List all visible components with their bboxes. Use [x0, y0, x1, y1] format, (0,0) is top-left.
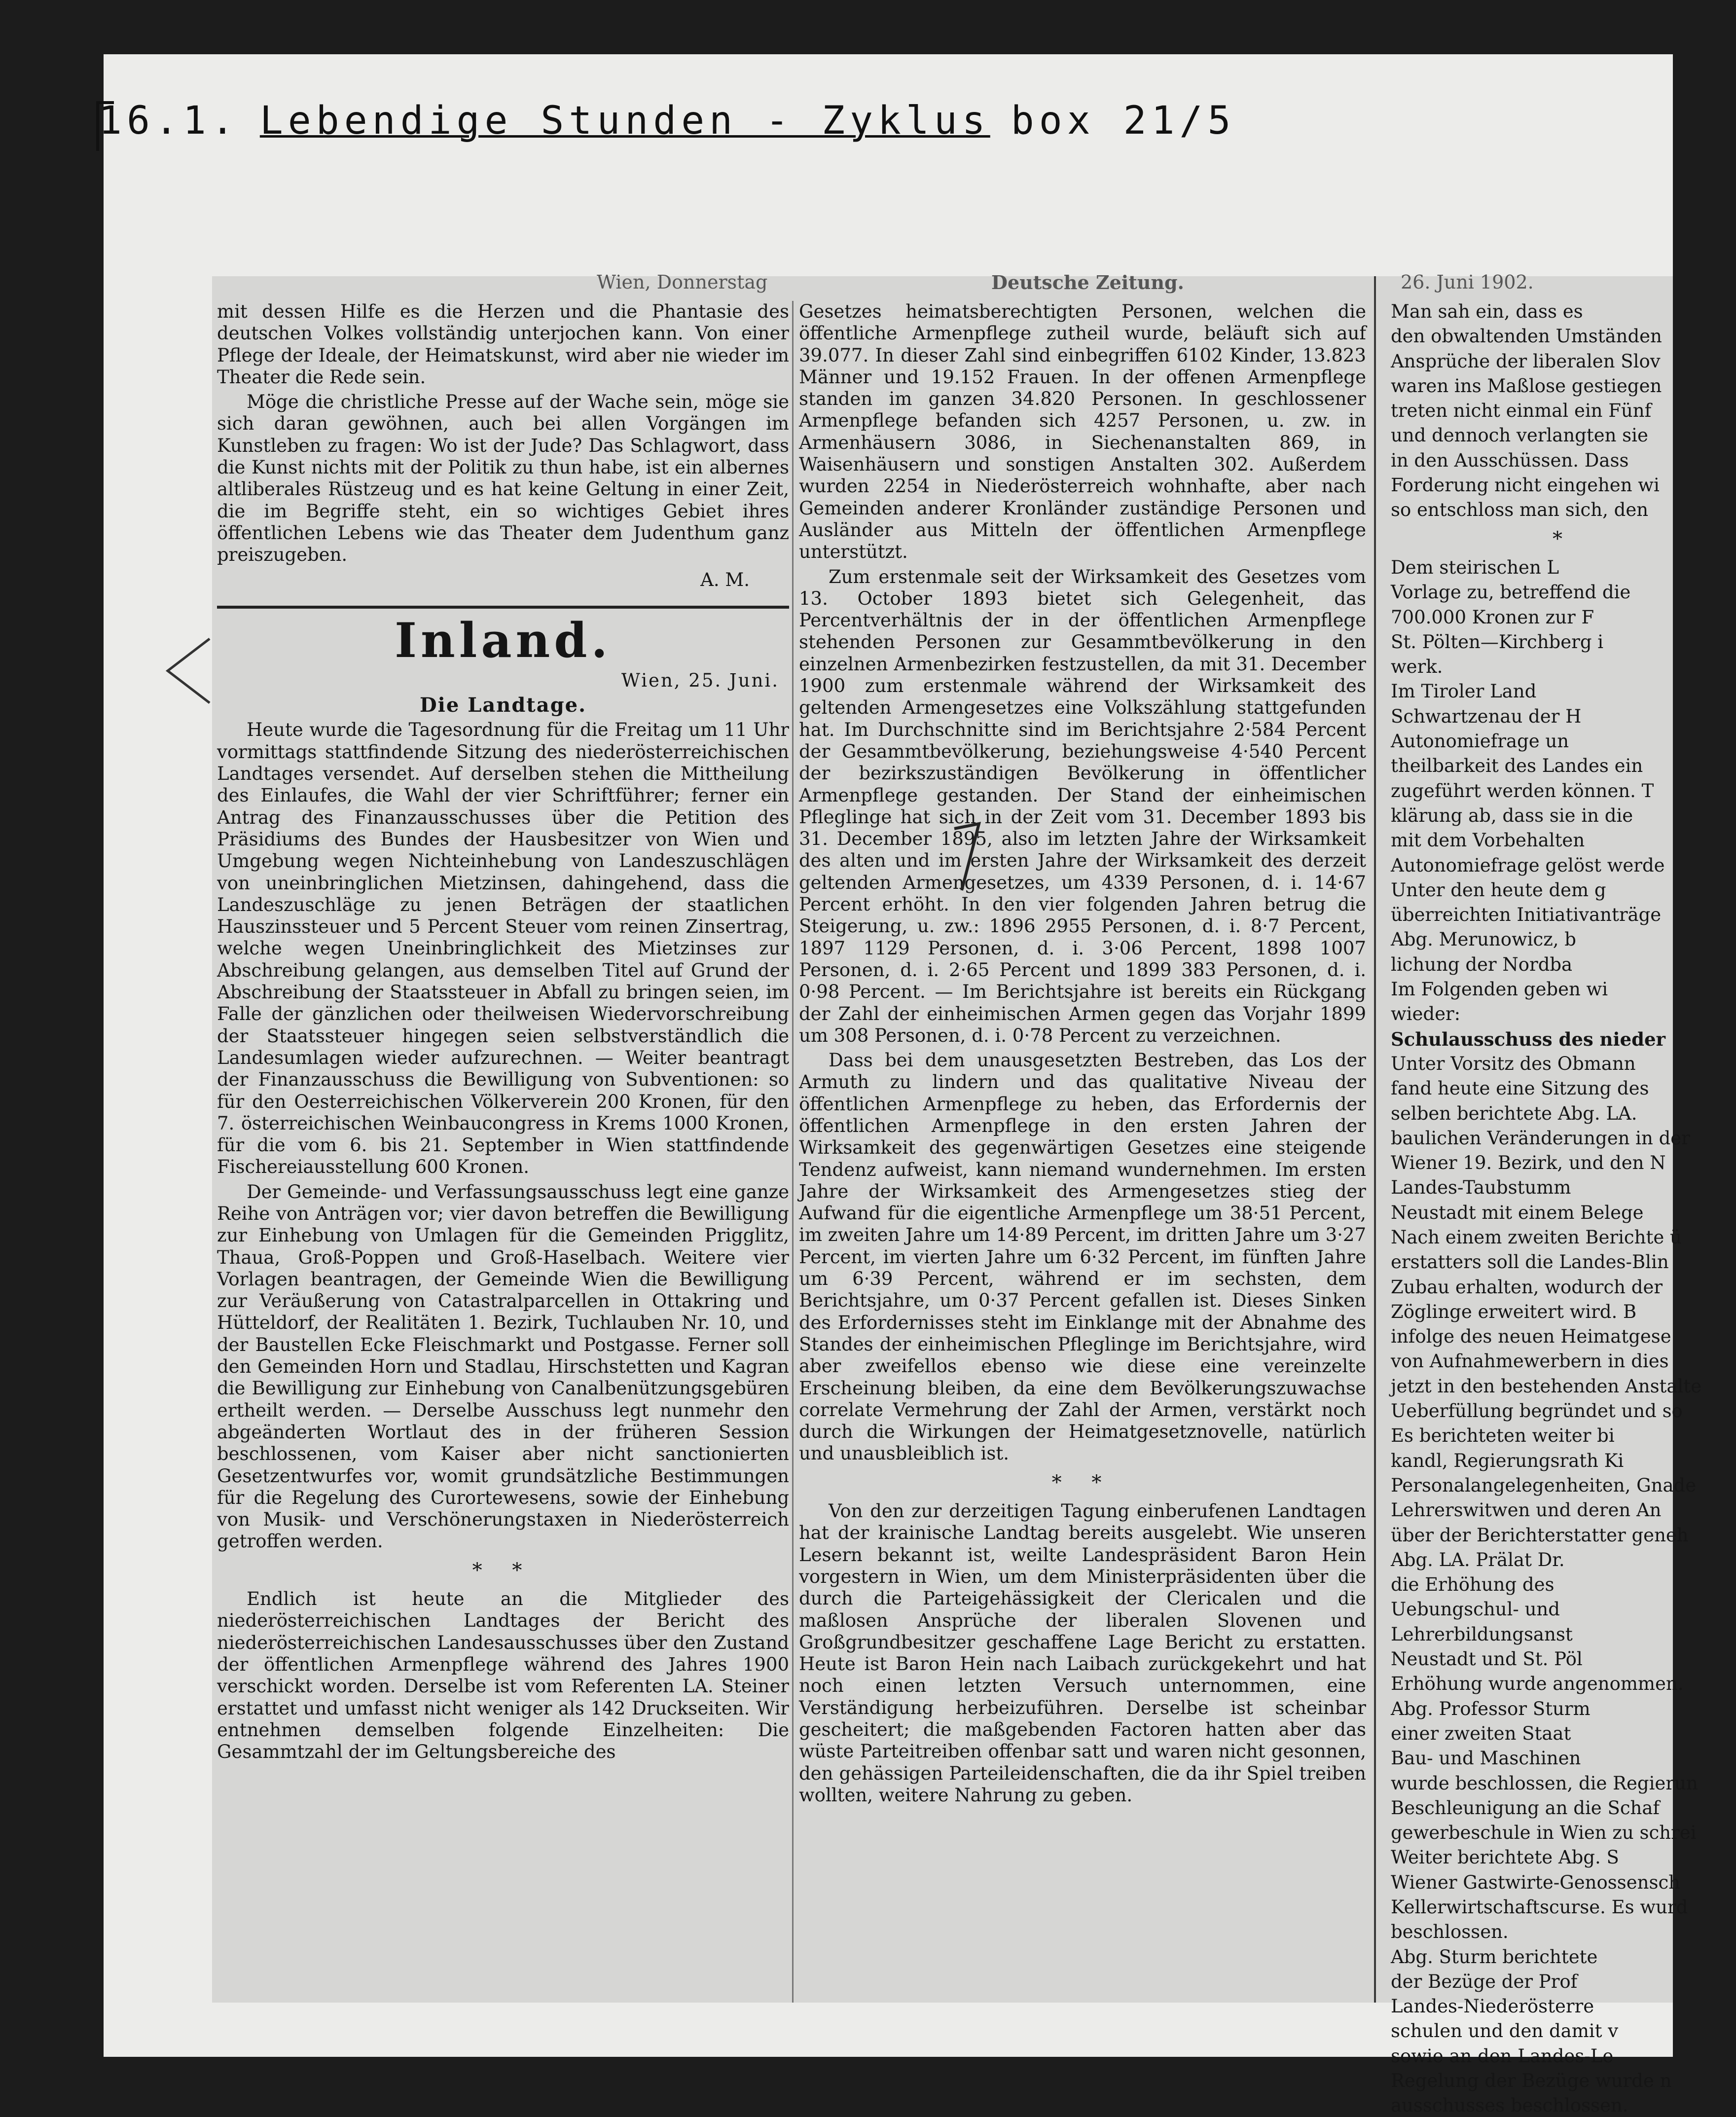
column-3-line: werk. [1391, 656, 1443, 678]
column-3-line: Autonomiefrage un [1391, 730, 1569, 752]
masthead-left: Wien, Donnerstag [597, 271, 768, 293]
column-3-line: selben berichtete Abg. LA. [1391, 1102, 1637, 1124]
column-3-line: Neustadt und St. Pöl [1391, 1648, 1583, 1670]
column-3-line: Schulausschuss des nieder [1391, 1028, 1666, 1050]
column-3-line: Lehrerswitwen und deren An [1391, 1499, 1662, 1521]
column-3-line: Wiener Gastwirte-Genossensch [1391, 1871, 1681, 1893]
column-3-line: schulen und den damit v [1391, 2020, 1619, 2042]
column-3-line: einer zweiten Staat [1391, 1722, 1571, 1744]
column-3-line: Zubau erhalten, wodurch der [1391, 1276, 1663, 1298]
column-3-line: Neustadt mit einem Belege [1391, 1202, 1644, 1223]
paragraph: Von den zur derzeitigen Tagung einberufenen Landtagen hat der krainische Landtag bereits ausgelebt. Wie unseren Lesern bekannt ist, weilte Landespräsident Baron Hein vorgestern in Wien, um dem Ministerpräsidenten über die durch die Parteigehässigkeit der Clericalen und die maßlosen Ansprüche der liberalen Slovenen und Großgrundbesitzer geschaffene Lage Bericht zu erstatten. Heute ist Baron Hein nach Laibach zurückgekehrt und hat noch einen letzten Versuch unternommen, eine Verständigung herbeizuführen. Derselbe ist scheinbar gescheitert; die maßgebenden Factoren hatten aber das wüste Parteitreiben offenbar satt und waren nicht gesonnen, den gehässigen Parteileidenschaften, die da ihr Spiel treiben wollten, weitere Nahrung zu geben. [799, 1500, 1366, 1806]
column-3-line: Schwartzenau der H [1391, 705, 1582, 727]
column-3-line: Im Folgenden geben wi [1391, 979, 1608, 1000]
column-3-line: Kellerwirtschaftscurse. Es wurd [1391, 1897, 1688, 1918]
column-3-line: Personalangelegenheiten, Gnade [1391, 1474, 1697, 1496]
column-3-line: die Erhöhung des [1391, 1574, 1555, 1596]
header-title: Lebendige Stunden - Zyklus [259, 99, 990, 143]
column-rule-1 [792, 301, 794, 2003]
header-number: 16.1. [99, 99, 239, 143]
column-3-line: Weiter berichtete Abg. S [1391, 1847, 1619, 1868]
paragraph: Möge die christliche Presse auf der Wache sein, möge sie sich daran gewöhnen, auch bei allen Vorgängen im Kunstleben zu fragen: Wo ist der Jude? Das Schlagwort, dass die Kunst nichts mit der Politik zu thun habe, ist ein albernes altliberales Rüstzeug und es hat keine Geltung in einer Zeit, die im Begriffe steht, ein so wichtiges Gebiet ihres öffentlichen Lebens wie das Theater dem Judenthum ganz preiszugeben. [217, 391, 789, 566]
subhead: Die Landtage. [419, 694, 587, 717]
column-3-line: Wiener 19. Bezirk, und den N [1391, 1152, 1666, 1174]
column-3-line: klärung ab, dass sie in die [1391, 804, 1633, 826]
column-3-line: Lehrerbildungsanst [1391, 1623, 1573, 1645]
column-3-line: Dem steirischen L [1391, 556, 1559, 578]
paragraph: Gesetzes heimatsberechtigten Personen, welchen die öffentliche Armenpflege zutheil wurde, beläuft sich auf 39.077. In dieser Zahl sind einbegriffen 6102 Kinder, 13.823 Männer und 19.152 Frauen. In der offenen Armenpflege standen im ganzen 34.820 Personen. In geschlossener Armenpflege befanden sich 4257 Personen, u. zw. in Armenhäusern 3086, in Siechenanstalten 869, in Waisenhäusern und sonstigen Anstalten 302. Außerdem wurden 2254 in Niederösterreich wohnhafte, aber nach Gemeinden anderer Kronländer zuständige Personen und Ausländer aus Mitteln der öffentlichen Armenpflege unterstützt. [799, 301, 1366, 563]
column-3-line: Erhöhung wurde angenommen. [1391, 1673, 1684, 1695]
column-3-line: Ansprüche der liberalen Slov [1391, 350, 1661, 372]
column-3-line: theilbarkeit des Landes ein [1391, 755, 1643, 777]
section-title: Inland. [395, 612, 612, 668]
column-3-line: erstatters soll die Landes-Blin [1391, 1251, 1669, 1273]
column-3-line: Im Tiroler Land [1391, 681, 1537, 702]
column-3-line: Abg. Merunowicz, b [1391, 929, 1576, 950]
separator-stars: * * [472, 1559, 534, 1582]
archive-header [99, 99, 1236, 153]
column-3-line: 700.000 Kronen zur F [1391, 606, 1594, 628]
column-3-line: Bau- und Maschinen [1391, 1748, 1581, 1769]
column-3-line: Abg. Sturm berichtete [1391, 1946, 1598, 1968]
masthead-center: Deutsche Zeitung. [991, 271, 1184, 293]
column-3-line: Nach einem zweiten Berichte ü [1391, 1226, 1682, 1248]
column-3-line: Uebungschul- und [1391, 1599, 1560, 1620]
column-3-line: beschlossen. [1391, 1921, 1509, 1943]
paragraph: Dass bei dem unausgesetzten Bestreben, das Los der Armuth zu lindern und das qualitative Niveau der öffentlichen Armenpflege zu heben, das Erfordernis der öffentlichen Armenpflege in den ersten Jahren der Wirksamkeit des gegenwärtigen Gesetzes eine steigende Tendenz aufweist, kann niemand wundernehmen. Im ersten Jahre der Wirksamkeit des Armengesetzes stieg der Aufwand für die eigentliche Armenpflege um 38·51 Percent, im zweiten Jahre um 14·89 Percent, im dritten Jahre um 3·27 Percent, im vierten Jahre um 6·32 Percent, im fünften Jahre um 6·39 Percent, während er im sechsten, dem Berichtsjahre, um 0·37 Percent gefallen ist. Dieses Sinken des Erfordernisses steht im Einklange mit der Abnahme des Standes der einheimischen Pfleglinge im Berichtsjahre, wird aber zweifellos ebenso wie diese eine vereinzelte Erscheinung bleiben, da eine dem Bevölkerungszuwachse correlate Vermehrung der Zahl der Armen, verstärkt noch durch die Wirkungen der Heimatgesetznovelle, natürlich und unausbleiblich ist. [799, 1050, 1366, 1464]
column-3-cut [1391, 301, 1736, 2117]
column-3-line: Man sah ein, dass es [1391, 301, 1583, 322]
column-rule-2 [1374, 276, 1376, 2003]
pencil-bracket-icon [163, 636, 212, 705]
column-3-line: * [1553, 527, 1574, 550]
column-3-line: Landes-Niederösterre [1391, 1996, 1594, 2017]
newspaper-clipping [212, 271, 1702, 2117]
column-3-line: infolge des neuen Heimatgese [1391, 1326, 1671, 1348]
column-3-line: Es berichteten weiter bi [1391, 1425, 1615, 1447]
signature: A. M. [700, 569, 750, 590]
column-3-line: baulichen Veränderungen in der [1391, 1127, 1690, 1149]
column-3-line: über der Berichterstatter geneh [1391, 1524, 1689, 1546]
column-3-line: wieder: [1391, 1003, 1461, 1025]
column-3-line: Abg. Professor Sturm [1391, 1698, 1591, 1719]
column-3-line: von Aufnahmewerbern in dies [1391, 1350, 1669, 1372]
column-3-line: Regelung der Bezüge wurde n [1391, 2070, 1672, 2092]
column-3-line: kandl, Regierungsrath Ki [1391, 1450, 1624, 1471]
column-3-line: den obwaltenden Umständen [1391, 326, 1662, 347]
column-3-line: St. Pölten—Kirchberg i [1391, 631, 1604, 653]
masthead [212, 271, 1673, 301]
separator-stars: * * [1051, 1471, 1114, 1494]
column-3-line: wurde beschlossen, die Regierun [1391, 1772, 1698, 1794]
column-3-line: der Bezüge der Prof [1391, 1971, 1578, 1992]
header-box: box 21/5 [1011, 99, 1236, 143]
column-3-line: sowie an den Landes-Le [1391, 2045, 1614, 2067]
column-3-line: zugeführt werden können. T [1391, 780, 1654, 802]
column-3-line: Zöglinge erweitert wird. B [1391, 1301, 1637, 1322]
column-2 [799, 301, 1366, 2003]
column-3-line: und dennoch verlangten sie [1391, 425, 1648, 446]
dateline: Wien, 25. Juni. [621, 669, 779, 691]
paragraph: Endlich ist heute an die Mitglieder des niederösterreichischen Landtages der Bericht des niederösterreichischen Landesausschusses über den Zustand der öffentlichen Armenpflege während des Jahres 1900 verschickt worden. Derselbe ist vom Referenten LA. Steiner erstattet und umfasst nicht weniger als 142 Druckseiten. Wir entnehmen demselben folgende Einzelheiten: Die Gesammtzahl der im Geltungsbereiche des [217, 1588, 789, 1763]
paragraph: Heute wurde die Tagesordnung für die Freitag um 11 Uhr vormittags stattfindende Sitzung des niederösterreichischen Landtages versendet. Auf derselben stehen die Mittheilung des Einlaufes, die Wahl der vier Schriftführer; ferner ein Antrag des Finanzausschusses über die Petition des Präsidiums des Bundes der Hausbesitzer von Wien und Umgebung wegen Nichteinhebung von Landeszuschlägen von uneinbringlichen Mietzinsen, dahingehend, dass die Landeszuschläge zu jenen Beträgen der staatlichen Hauszinssteuer und 5 Percent Steuer vom reinen Zinsertrag, welche wegen Uneinbringlichkeit des Mietzinses zur Abschreibung gelangen, aus demselben Titel auf Grund der Abschreibung der Staatssteuer in Abfall zu bringen seien, im Falle der gänzlichen oder theilweisen Wiedervorschreibung der Staatssteuer hingegen seien selbstverständlich die Landesumlagen wieder aufzurechnen. — Weiter beantragt der Finanzausschuss die Bewilligung von Subventionen: so für den Oesterreichischen Völkerverein 200 Kronen, für den 7. österreichischen Weinbaucongress in Krems 1000 Kronen, für die vom 6. bis 21. September in Wien stattfindende Fischereiausstellung 600 Kronen. [217, 719, 789, 1178]
column-3-line: Forderung nicht eingehen wi [1391, 474, 1660, 496]
column-3-line: überreichten Initiativanträge [1391, 904, 1662, 926]
column-3-line: Vorlage zu, betreffend die [1391, 582, 1631, 603]
column-3-line: fand heute eine Sitzung des [1391, 1078, 1649, 1099]
column-3-line: mit dem Vorbehalten [1391, 830, 1585, 851]
column-3-line: waren ins Maßlose gestiegen [1391, 375, 1662, 397]
column-3-line: Unter Vorsitz des Obmann [1391, 1053, 1636, 1074]
column-3-line: Beschleunigung an die Schaf [1391, 1797, 1660, 1819]
column-3-line: Landes-Taubstumm [1391, 1177, 1571, 1199]
section-rule [217, 606, 789, 609]
pencil-mark-icon [952, 824, 981, 893]
column-3-line: in den Ausschüssen. Dass [1391, 449, 1629, 471]
column-3-line: jetzt in den bestehenden Anstalte [1391, 1375, 1702, 1397]
column-3-line: ausschusses beschlossen. [1391, 2095, 1628, 2117]
column-3-line: so entschloss man sich, den [1391, 499, 1649, 521]
paragraph: Zum erstenmale seit der Wirksamkeit des Gesetzes vom 13. October 1893 bietet sich Gelegenheit, das Percentverhältnis der in der öffentlichen Armenpflege stehenden Personen zur Gesammtbevölkerung in den einzelnen Armenbezirken festzustellen, da mit 31. December 1900 zum erstenmale während der Wirksamkeit des geltenden Armengesetzes eine Volkszählung stattgefunden hat. Im Durchschnitte sind im Berichtsjahre 2·584 Percent der Gesammtbevölkerung, beziehungsweise 4·540 Percent der bezirkszuständigen Bevölkerung in öffentlicher Armenpflege gestanden. Der Stand der einheimischen Pfleglinge hat sich in der Zeit vom 31. December 1893 bis 31. December 1895, also im letzten Jahre der Wirksamkeit des alten und im ersten Jahre der Wirksamkeit des derzeit geltenden Armengesetzes, um 4339 Personen, d. i. 14·67 Percent erhöht. In den vier folgenden Jahren betrug die Steigerung, u. zw.: 1896 2955 Personen, d. i. 8·7 Percent, 1897 1129 Personen, d. i. 3·06 Percent, 1898 1007 Personen, d. i. 2·65 Percent und 1899 383 Personen, d. i. 0·98 Percent. — Im Berichtsjahre ist bereits ein Rückgang der Zahl der einheimischen Armen gegen das Vorjahr 1899 um 308 Personen, d. i. 0·78 Percent zu verzeichnen. [799, 566, 1366, 1046]
column-3-line: Ueberfüllung begründet und so [1391, 1400, 1683, 1422]
column-3-line: gewerbeschule in Wien zu schrei [1391, 1822, 1697, 1844]
column-3-line: Unter den heute dem g [1391, 879, 1606, 901]
column-3-line: Autonomiefrage gelöst werde [1391, 854, 1665, 876]
paragraph: mit dessen Hilfe es die Herzen und die Phantasie des deutschen Volkes vollständig unterjochen kann. Von einer Pflege der Ideale, der Heimatskunst, wird aber nie wieder im Theater die Rede sein. [217, 301, 789, 388]
column-3-line: treten nicht einmal ein Fünf [1391, 400, 1652, 422]
paragraph: Der Gemeinde- und Verfassungsausschuss legt eine ganze Reihe von Anträgen vor; vier davon betreffen die Bewilligung zur Einhebung von Umlagen für die Gemeinden Prigglitz, Thaua, Groß-Poppen und Groß-Haselbach. Weitere vier Vorlagen beantragen, der Gemeinde Wien die Bewilligung zur Veräußerung von Catastralparcellen in Ottakring und Hütteldorf, der Realitäten 1. Bezirk, Tuchlauben Nr. 10, und der Baustellen Ecke Fleischmarkt und Postgasse. Ferner soll den Gemeinden Horn und Stadlau, Hirschstetten und Kagran die Bewilligung zur Einhebung von Canalbenützungsgebüren ertheilt werden. — Derselbe Ausschuss legt nunmehr den abgeänderten Wortlaut des in der früheren Session beschlossenen, vom Kaiser aber nicht sanctionierten Gesetzentwurfes vor, womit grundsätzliche Bestimmungen für die Regelung des Curortewesens, sowie der Einhebung von Musik- und Verschönerungstaxen in Niederösterreich getroffen werden. [217, 1181, 789, 1552]
column-1 [217, 301, 789, 2003]
column-3-line: lichung der Nordba [1391, 953, 1573, 975]
column-3-line: Abg. LA. Prälat Dr. [1391, 1549, 1565, 1570]
masthead-date: 26. Juni 1902. [1401, 271, 1534, 293]
